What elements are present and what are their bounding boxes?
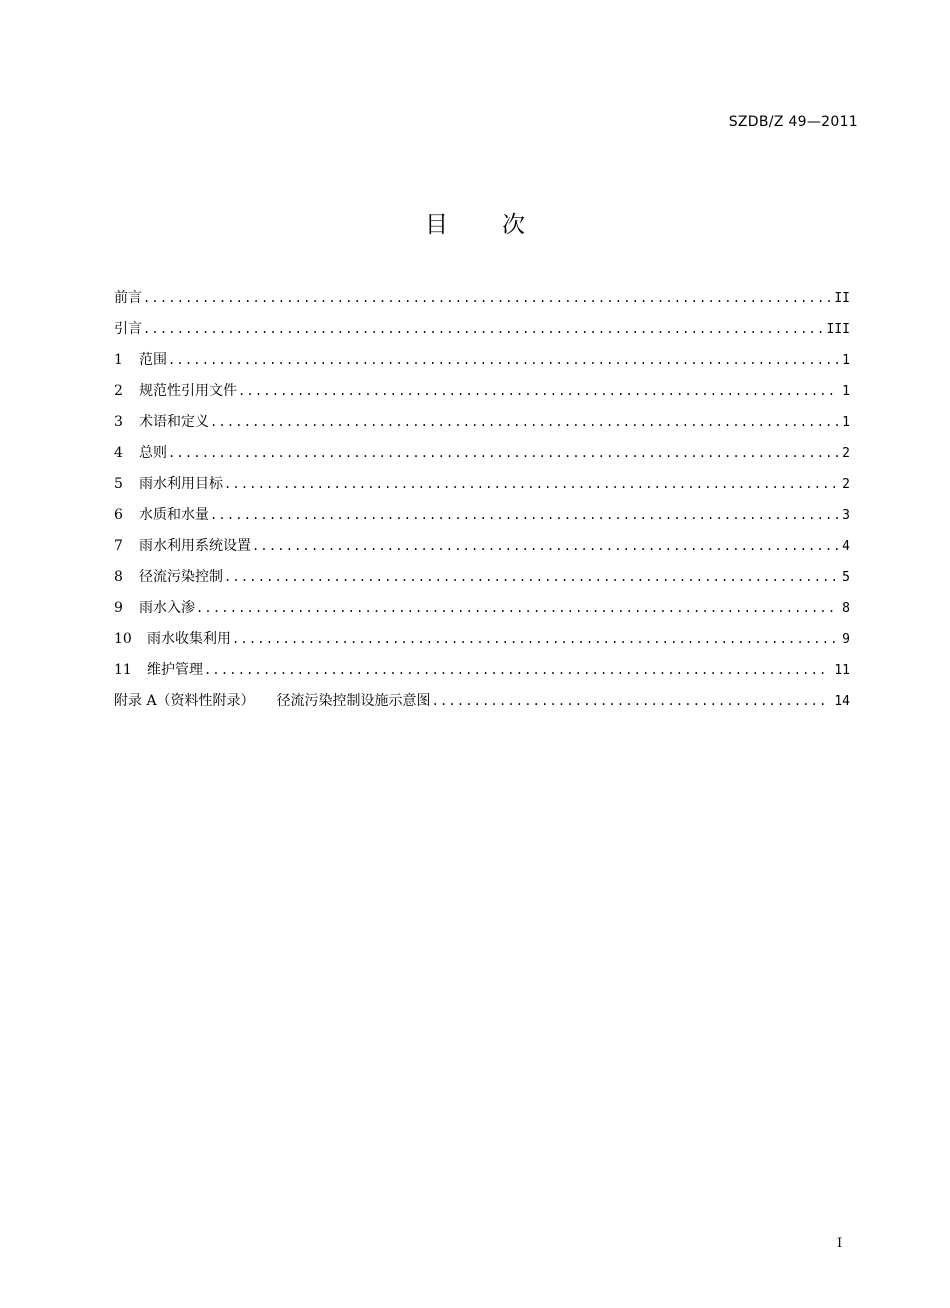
toc-leader-dots: [224, 562, 838, 593]
toc-entry-label: 雨水利用系统设置: [139, 538, 251, 554]
toc-entry-number: 5: [114, 476, 123, 492]
toc-entry-7[interactable]: [114, 531, 850, 562]
toc-entry-foreword[interactable]: [114, 283, 850, 314]
toc-entry-page: 1: [842, 415, 850, 430]
table-of-contents: [114, 283, 850, 717]
toc-entry-1[interactable]: [114, 345, 850, 376]
toc-leader-dots: [204, 655, 830, 686]
toc-entry-6[interactable]: [114, 500, 850, 531]
standard-code: SZDB/Z 49—2011: [728, 114, 858, 130]
toc-entry-8[interactable]: [114, 562, 850, 593]
toc-entry-label: 总则: [139, 445, 167, 461]
toc-entry-3[interactable]: [114, 407, 850, 438]
toc-entry-label: 雨水入渗: [139, 600, 195, 616]
toc-entry-number: 6: [114, 507, 123, 523]
toc-entry-page: 2: [842, 446, 850, 461]
toc-entry-label: 径流污染控制: [139, 569, 223, 585]
toc-appendix-prefix: 附录 A（资料性附录）: [114, 693, 255, 709]
toc-entry-number: 1: [114, 352, 123, 368]
toc-entry-introduction[interactable]: [114, 314, 850, 345]
toc-entry-2[interactable]: [114, 376, 850, 407]
toc-entry-number: 11: [114, 662, 132, 678]
toc-leader-dots: [143, 283, 830, 314]
toc-entry-page: 4: [842, 539, 850, 554]
toc-entry-4[interactable]: [114, 438, 850, 469]
toc-entry-number: 10: [114, 631, 132, 647]
toc-entry-page: 2: [842, 477, 850, 492]
toc-leader-dots: [143, 314, 823, 345]
toc-leader-dots: [232, 624, 838, 655]
toc-entry-page: II: [834, 291, 850, 306]
toc-entry-number: 4: [114, 445, 123, 461]
toc-entry-page: 11: [834, 663, 850, 678]
toc-entry-number: 7: [114, 538, 123, 554]
toc-appendix-title: 径流污染控制设施示意图: [276, 693, 431, 709]
toc-entry-label: 术语和定义: [139, 414, 209, 430]
toc-entry-page: III: [826, 322, 850, 337]
toc-entry-number: 8: [114, 569, 123, 585]
toc-entry-page: 1: [842, 384, 850, 399]
toc-title: 目次: [425, 212, 579, 238]
toc-entry-page: 14: [834, 694, 850, 709]
toc-entry-10[interactable]: [114, 624, 850, 655]
toc-entry-label: 水质和水量: [139, 507, 209, 523]
toc-entry-label: 引言: [114, 321, 142, 337]
toc-entry-page: 9: [842, 632, 850, 647]
toc-leader-dots: [210, 500, 838, 531]
toc-leader-dots: [252, 531, 838, 562]
toc-appendix-label: [114, 686, 431, 717]
toc-entry-label: 范围: [139, 352, 167, 368]
toc-entry-number: 2: [114, 383, 123, 399]
toc-leader-dots: [238, 376, 838, 407]
toc-leader-dots: [210, 407, 838, 438]
toc-entry-page: 1: [842, 353, 850, 368]
toc-entry-label: 雨水收集利用: [147, 631, 231, 647]
toc-entry-11[interactable]: [114, 655, 850, 686]
toc-leader-dots: [196, 593, 838, 624]
toc-entry-number: 9: [114, 600, 123, 616]
page-number: I: [837, 1236, 843, 1251]
toc-entry-5[interactable]: [114, 469, 850, 500]
toc-leader-dots: [168, 438, 838, 469]
toc-entry-label: 维护管理: [147, 662, 203, 678]
toc-entry-number: 3: [114, 414, 123, 430]
toc-leader-dots: [432, 686, 831, 717]
toc-entry-label: 前言: [114, 290, 142, 306]
toc-leader-dots: [224, 469, 838, 500]
toc-entry-appendix-a[interactable]: [114, 686, 850, 717]
toc-entry-9[interactable]: [114, 593, 850, 624]
toc-entry-page: 5: [842, 570, 850, 585]
toc-entry-label: 规范性引用文件: [139, 383, 237, 399]
toc-entry-page: 3: [842, 508, 850, 523]
toc-entry-page: 8: [842, 601, 850, 616]
toc-leader-dots: [168, 345, 838, 376]
toc-entry-label: 雨水利用目标: [139, 476, 223, 492]
